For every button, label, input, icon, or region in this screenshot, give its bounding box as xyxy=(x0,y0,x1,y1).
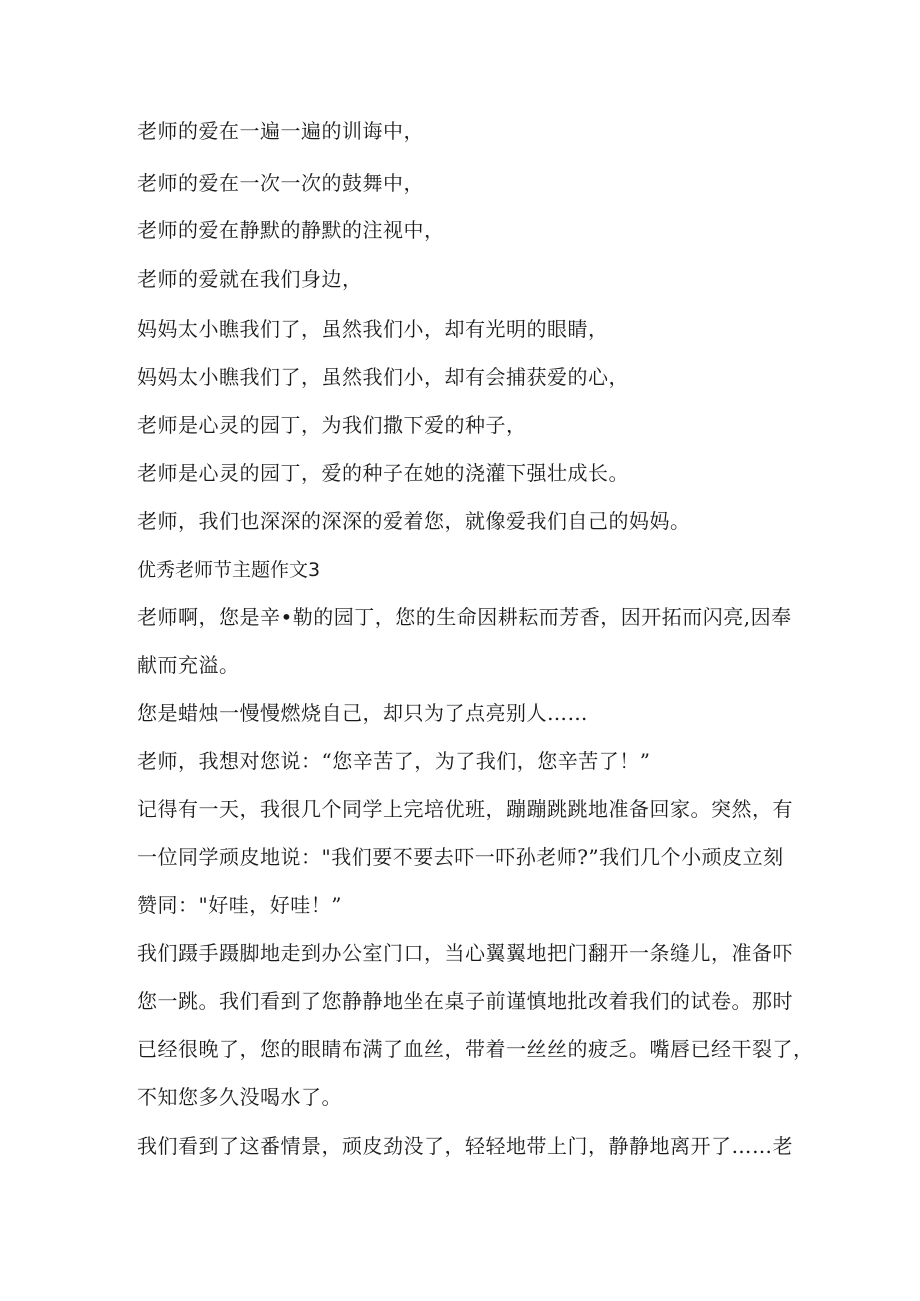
text-line: 老师的爱在静默的静默的注视中， xyxy=(137,218,445,242)
paragraph-line: 我们蹑手蹑脚地走到办公室门口，当心翼翼地把门翻开一条缝儿，准备吓 xyxy=(137,941,793,965)
paragraph-line: 您是蜡烛一慢慢燃烧自己，却只为了点亮别人…… xyxy=(137,701,588,725)
paragraph-line: 献而充溢。 xyxy=(137,653,240,677)
paragraph-line: 老师，我想对您说：“您辛苦了，为了我们，您辛苦了！” xyxy=(137,749,651,773)
section-heading: 优秀老师节主题作文3 xyxy=(137,559,321,581)
paragraph-line: 赞同："好哇，好哇！” xyxy=(137,893,342,917)
paragraph-line: 一位同学顽皮地说："我们要不要去吓一吓孙老师?”我们几个小顽皮立刻 xyxy=(137,845,784,869)
text-line: 老师的爱就在我们身边， xyxy=(137,267,363,291)
paragraph-line: 已经很晚了，您的眼睛布满了血丝，带着一丝丝的疲乏。嘴唇已经干裂了， xyxy=(137,1037,814,1061)
paragraph-line: 不知您多久没喝水了。 xyxy=(137,1085,342,1109)
text-line: 老师，我们也深深的深深的爱着您，就像爱我们自己的妈妈。 xyxy=(137,509,691,533)
paragraph-line: 我们看到了这番情景，顽皮劲没了，轻轻地带上门，静静地离开了……老 xyxy=(137,1134,793,1158)
text-line: 妈妈太小瞧我们了，虽然我们小，却有会捕获爱的心， xyxy=(137,365,629,389)
text-line: 老师的爱在一次一次的鼓舞中， xyxy=(137,171,424,195)
text-line: 老师是心灵的园丁，为我们撒下爱的种子， xyxy=(137,413,527,437)
paragraph-line: 您一跳。我们看到了您静静地坐在桌子前谨慎地批改着我们的试卷。那时 xyxy=(137,989,793,1013)
text-line: 妈妈太小瞧我们了，虽然我们小，却有光明的眼睛， xyxy=(137,317,609,341)
text-line: 老师的爱在一遍一遍的训诲中， xyxy=(137,119,424,143)
paragraph-line: 记得有一天，我很几个同学上完培优班，蹦蹦跳跳地准备回家。突然，有 xyxy=(137,797,793,821)
paragraph-line: 老师啊，您是辛•勒的园丁，您的生命因耕耘而芳香，因开拓而闪亮,因奉 xyxy=(137,605,792,629)
text-line: 老师是心灵的园丁，爱的种子在她的浇灌下强壮成长。 xyxy=(137,461,629,485)
